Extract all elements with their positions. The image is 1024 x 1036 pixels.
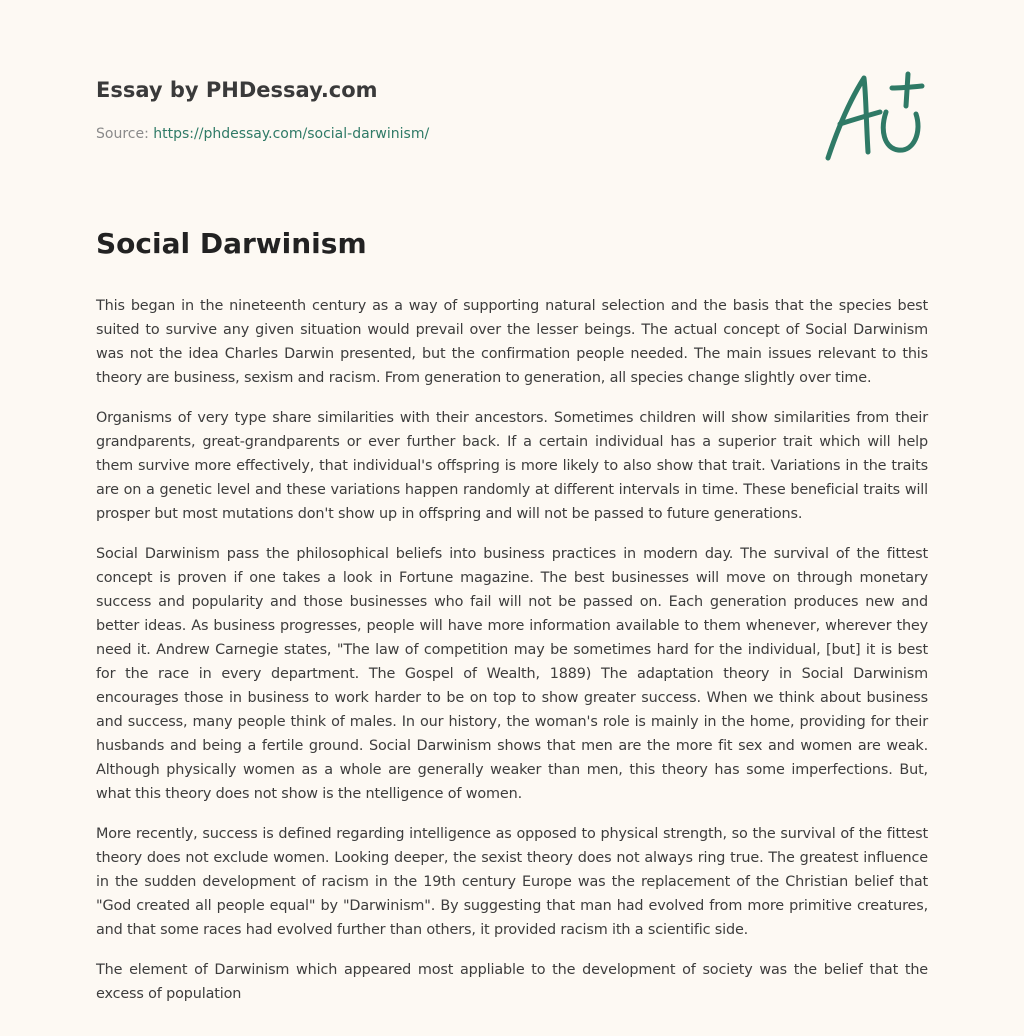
source-line xyxy=(96,124,928,144)
essay-article xyxy=(96,224,928,1022)
essay-header xyxy=(96,76,928,144)
paragraph-2: Organisms of very type share similarities with their ancestors. Sometimes children will show similarities from their grandparents, great-grandparents or ever further back. If a certain individual has a superior trait which will help them survive more effectively, that individual's offspring is more likely to also show that trait. Variations in the traits are on a genetic level and these variations happen randomly at different intervals in time. These beneficial traits will prosper but most mutations don't show up in offspring and will not be passed to future generations. xyxy=(96,410,928,522)
article-title: Social Darwinism xyxy=(96,227,367,260)
source-link[interactable]: https://phdessay.com/social-darwinism/ xyxy=(153,126,430,142)
a-plus-grade-icon xyxy=(818,66,930,166)
paragraph-4: More recently, success is defined regarding intelligence as opposed to physical strength, so the survival of the fittest theory does not exclude women. Looking deeper, the sexist theory does not always ring true. The greatest influence in the sudden development of racism in the 19th century Europe was the replacement of the Christian belief that "God created all people equal" by "Darwinism". By suggesting that man had evolved from more primitive creatures, and that some races had evolved further than others, it provided racism ith a scientific side. xyxy=(96,826,928,938)
paragraph-5: The element of Darwinism which appeared most appliable to the development of society was the belief that the excess of population xyxy=(96,962,928,1002)
paragraph-3: Social Darwinism pass the philosophical beliefs into business practices in modern day. The survival of the fittest concept is proven if one takes a look in Fortune magazine. The best businesses will move on through monetary success and popularity and those businesses who fail will not be passed on. Each generation produces new and better ideas. As business progresses, people will have more information available to them whenever, wherever they need it. Andrew Carnegie states, "The law of competition may be sometimes hard for the individual, [but] it is best for the race in every department. The Gospel of Wealth, 1889) The adaptation theory in Social Darwinism encourages those in business to work harder to be on top to show greater success. When we think about business and success, many people think of males. In our history, the woman's role is mainly in the home, providing for their husbands and being a fertile ground. Social Darwinism shows that men are the more fit sex and women are weak. Although physically women as a whole are generally weaker than men, this theory has some imperfections. But, what this theory does not show is the ntelligence of women. xyxy=(96,546,928,802)
source-label: Source: xyxy=(96,126,154,142)
paragraph-1: This began in the nineteenth century as a way of supporting natural selection and the basis that the species best suited to survive any given situation would prevail over the lesser beings. The actual concept of Social Darwinism was not the idea Charles Darwin presented, but the confirmation people needed. The main issues relevant to this theory are business, sexism and racism. From generation to generation, all species change slightly over time. xyxy=(96,298,928,386)
site-title: Essay by PHDessay.com xyxy=(96,78,378,102)
